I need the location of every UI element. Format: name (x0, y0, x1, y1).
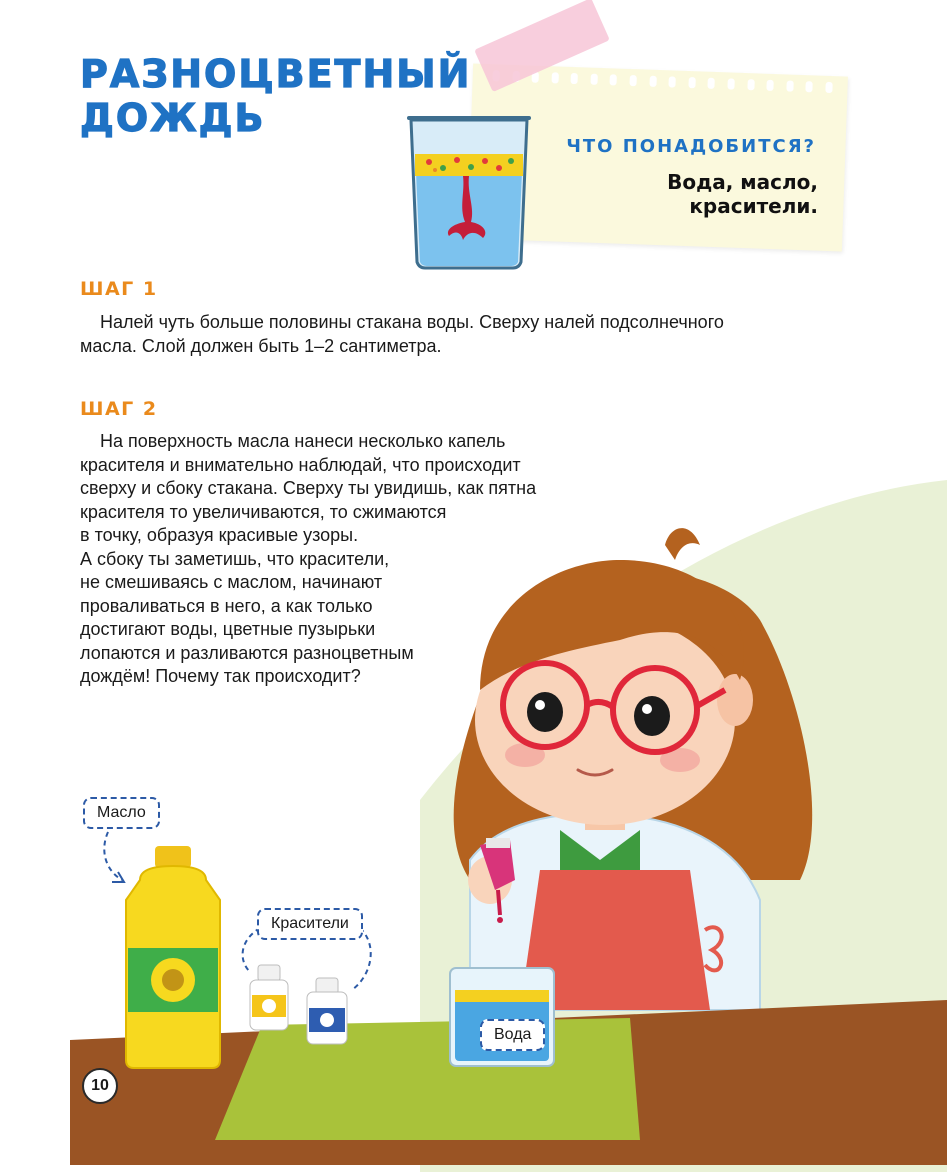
step-2-line: сверху и сбоку стакана. Сверху ты увидишь, как пятна (80, 478, 537, 498)
dyes-label: Красители (257, 908, 363, 940)
step-1-text (80, 311, 724, 358)
oil-label: Масло (83, 797, 160, 829)
step-2-line: На поверхность масла нанеси несколько капель (80, 431, 506, 451)
page-number: 10 (82, 1068, 118, 1104)
step-2-line: дождём! Почему так происходит? (80, 666, 361, 686)
step-2-line: не смешиваясь с маслом, начинают (80, 572, 383, 592)
materials-heading: ЧТО ПОНАДОБИТСЯ? (566, 136, 816, 157)
water-label: Вода (480, 1019, 545, 1051)
title-line-1: РАЗНОЦВЕТНЫЙ (80, 52, 472, 96)
glass-with-oil-illustration (405, 112, 533, 272)
materials-list: Вода, масло, красители. (667, 170, 818, 218)
step-2-line: лопаются и разливаются разноцветным (80, 642, 414, 663)
step-1-line: масла. Слой должен быть 1–2 сантиметра. (80, 335, 442, 356)
step-1-line: Налей чуть больше половины стакана воды. Сверху налей подсолнечного (80, 312, 724, 332)
step-2-line: в точку, образуя красивые узоры. (80, 525, 359, 545)
water-container-illustration (450, 968, 554, 1066)
oil-bottle-illustration (126, 846, 220, 1068)
step-2-line: А сбоку ты заметишь, что красители, (80, 548, 390, 569)
step-1-title: ШАГ 1 (80, 278, 158, 300)
step-2-line: красителя то увеличиваются, то сжимаются (80, 501, 447, 522)
step-2-line: проваливаться в него, а как только (80, 595, 373, 616)
green-mat-illustration (215, 1018, 640, 1140)
step-2-line: красителя и внимательно наблюдай, что происходит (80, 454, 521, 475)
step-2-line: достигают воды, цветные пузырьки (80, 619, 376, 639)
title-line-2: ДОЖДЬ (80, 96, 266, 140)
step-2-text (80, 430, 536, 689)
step-2-title: ШАГ 2 (80, 398, 158, 420)
